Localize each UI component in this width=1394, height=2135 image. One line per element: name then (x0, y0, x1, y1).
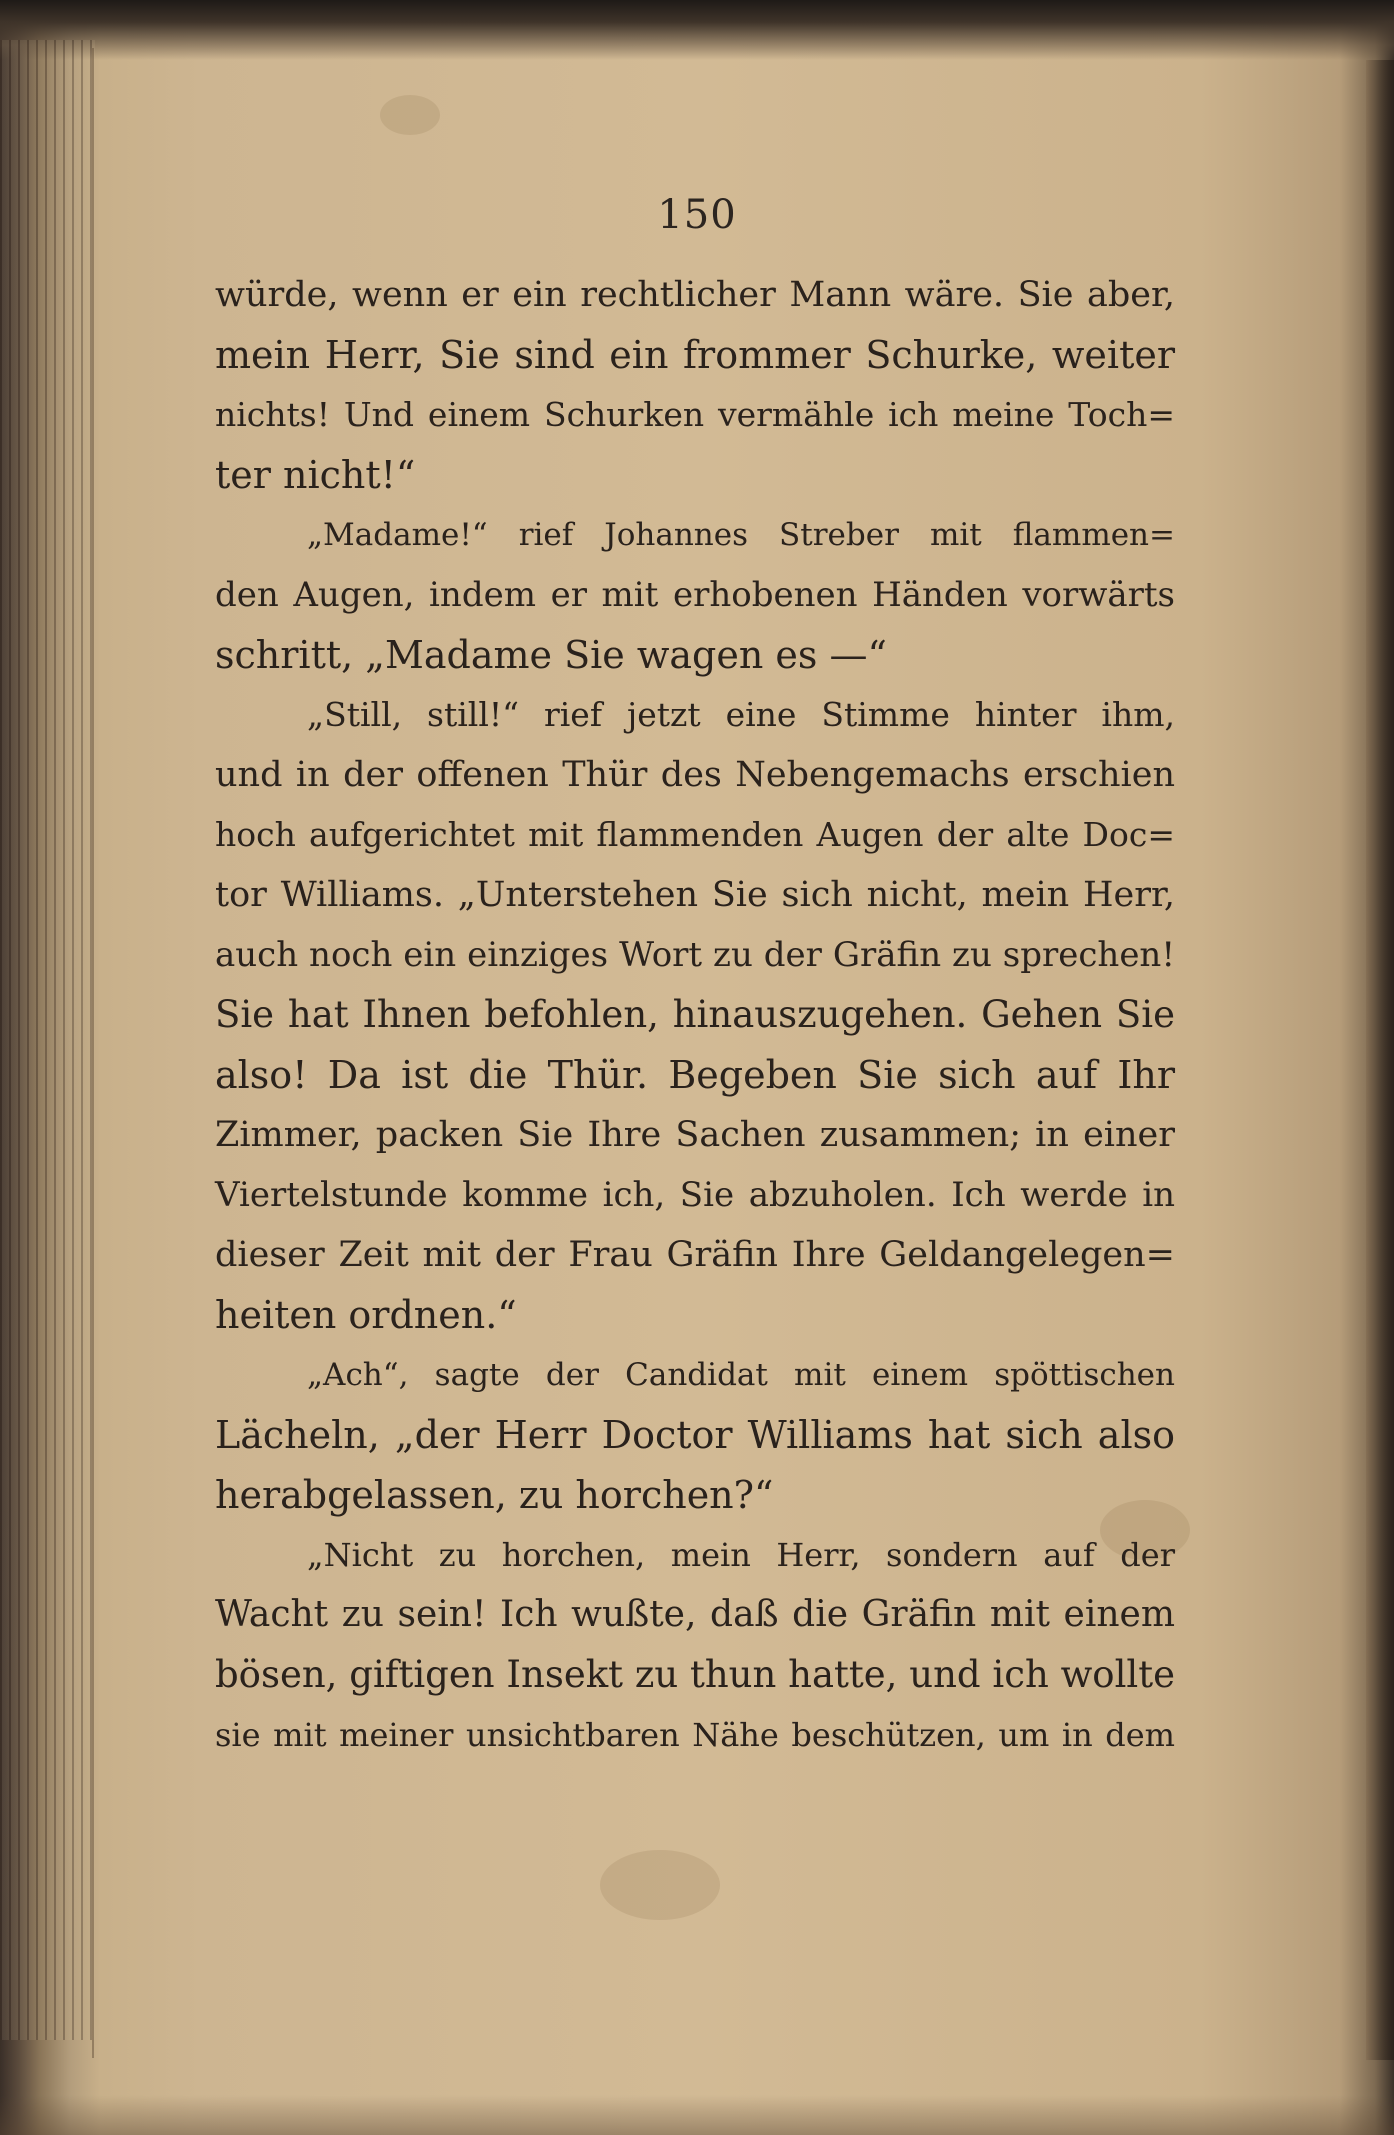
text-line: und in der offenen Thür des Nebengemachs erschien (215, 755, 1175, 795)
text-line: tor Williams. „Unterstehen Sie sich nicht, mein Herr, (215, 875, 1175, 915)
text-line: heiten ordnen.“ (215, 1293, 517, 1337)
text-line: sie mit meiner unsichtbaren Nähe beschützen, um in dem (215, 1716, 1175, 1754)
text-line: ter nicht!“ (215, 453, 416, 497)
paper-stain (600, 1850, 720, 1920)
text-line: also! Da ist die Thür. Begeben Sie sich auf Ihr (215, 1053, 1175, 1097)
text-line: würde, wenn er ein rechtlicher Mann wäre. Sie aber, (215, 275, 1175, 315)
text-line: herabgelassen, zu horchen?“ (215, 1473, 774, 1517)
text-line: Viertelstunde komme ich, Sie abzuholen. Ich werde in (215, 1175, 1175, 1215)
text-line: auch noch ein einziges Wort zu der Gräfin zu sprechen! (215, 935, 1175, 975)
right-edge-shadow (1366, 60, 1394, 2060)
text-line: „Madame!“ rief Johannes Streber mit flammen= (307, 517, 1175, 553)
binding-line (92, 48, 94, 2058)
text-line: Zimmer, packen Sie Ihre Sachen zusammen; in einer (215, 1115, 1175, 1155)
text-line: Sie hat Ihnen befohlen, hinauszugehen. Gehen Sie (215, 993, 1175, 1036)
text-line: schritt, „Madame Sie wagen es —“ (215, 633, 887, 677)
text-line: den Augen, indem er mit erhobenen Händen vorwärts (215, 575, 1175, 615)
text-line: dieser Zeit mit der Frau Gräfin Ihre Geldangelegen= (215, 1235, 1175, 1275)
text-line: bösen, giftigen Insekt zu thun hatte, und ich wollte (215, 1653, 1175, 1696)
body-text (215, 265, 1175, 1765)
page-number: 150 (657, 192, 737, 238)
bottom-edge-shadow (0, 2095, 1394, 2135)
text-line: Lächeln, „der Herr Doctor Williams hat sich also (215, 1413, 1175, 1457)
text-line: Wacht zu sein! Ich wußte, daß die Gräfin mit einem (215, 1594, 1175, 1635)
text-line: „Nicht zu horchen, mein Herr, sondern auf der (307, 1536, 1175, 1574)
text-line: „Still, still!“ rief jetzt eine Stimme hinter ihm, (307, 695, 1175, 734)
text-line: mein Herr, Sie sind ein frommer Schurke, weiter (215, 333, 1175, 377)
left-page-edges (0, 40, 95, 2040)
top-edge-shadow (0, 0, 1394, 60)
text-line: hoch aufgerichtet mit flammenden Augen der alte Doc= (215, 815, 1175, 854)
text-line: „Ach“, sagte der Candidat mit einem spöttischen (307, 1357, 1175, 1393)
text-line: nichts! Und einem Schurken vermähle ich meine Toch= (215, 395, 1175, 434)
paper-stain (380, 95, 440, 135)
